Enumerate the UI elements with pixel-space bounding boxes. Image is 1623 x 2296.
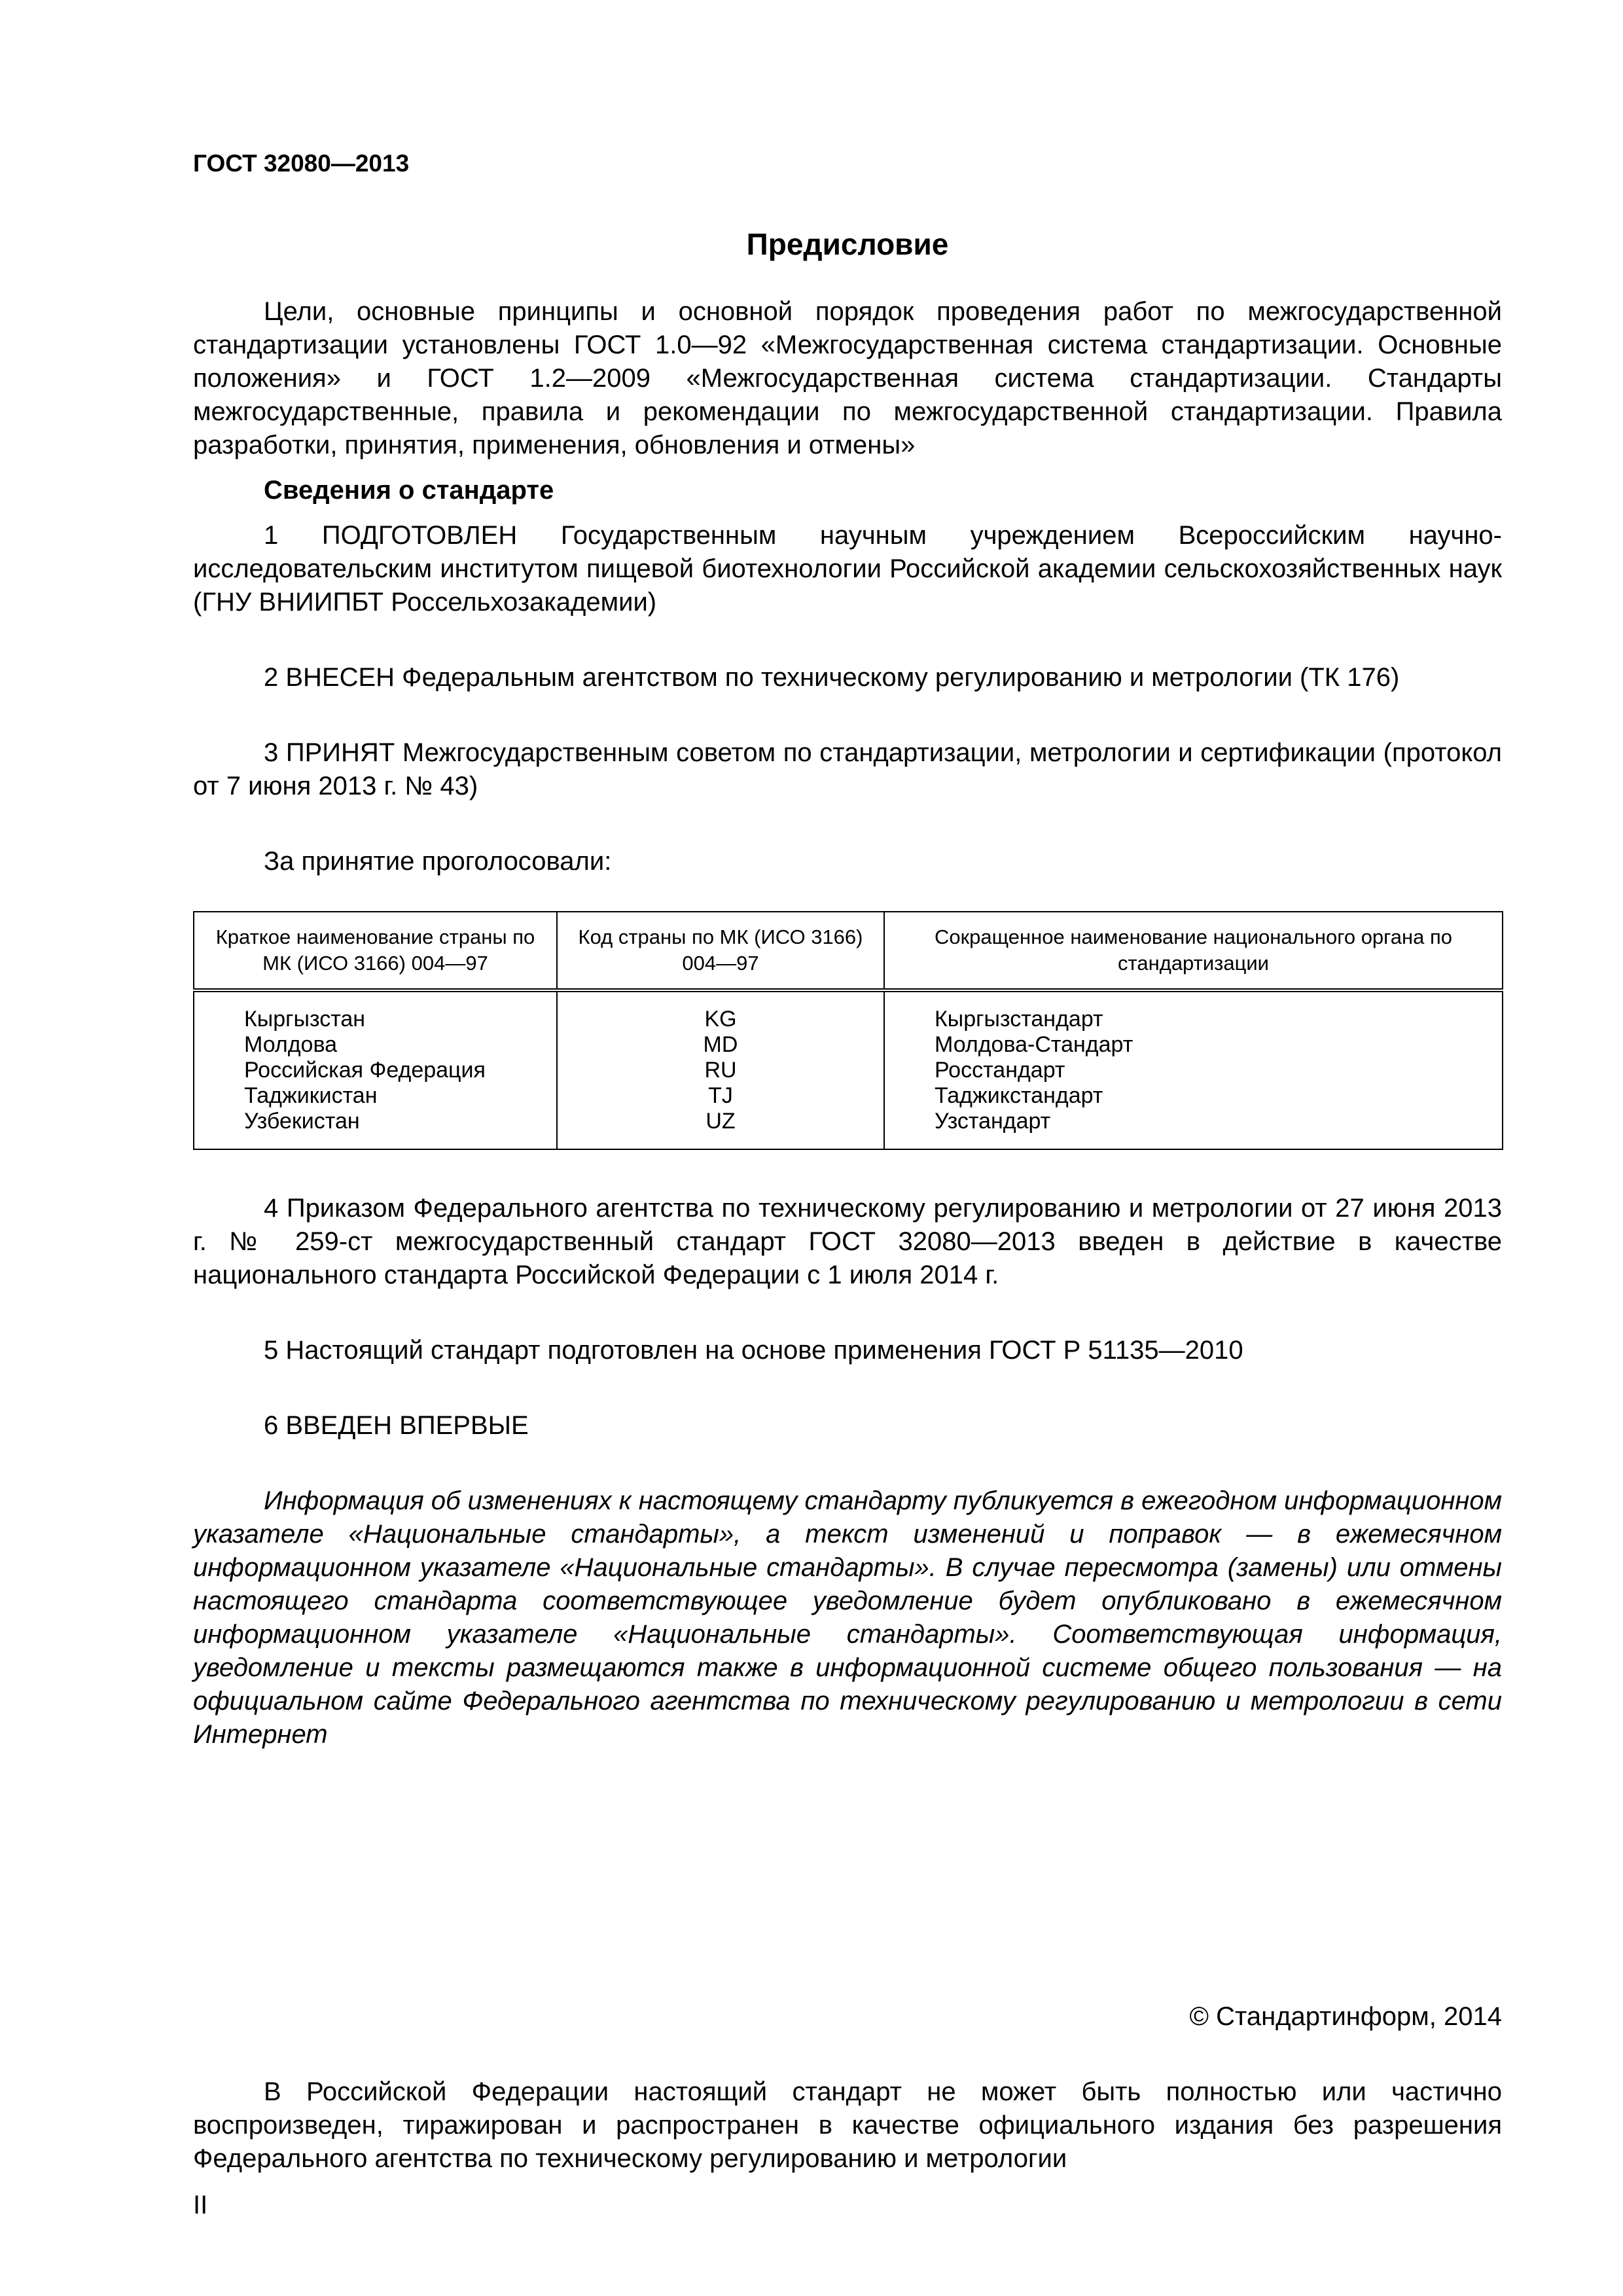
table-row xyxy=(194,1058,1503,1083)
item-4-order: 4 Приказом Федерального агентства по техническому регулированию и метрологии от 27 июня 2013 г. № 259-ст межгосударственный стандарт ГОСТ 32080—2013 введен в действие в качестве национального стандарта Российской Федерации с 1 июля 2014 г. xyxy=(193,1194,1502,1289)
table-row xyxy=(194,990,1503,1032)
table-header-row xyxy=(194,912,1503,990)
cell-country: Российская Федерация xyxy=(194,1058,557,1083)
cell-country: Кыргызстан xyxy=(194,990,557,1032)
table-row xyxy=(194,1083,1503,1109)
cell-code: MD xyxy=(557,1032,884,1058)
document-page xyxy=(193,147,1502,2222)
cell-code: UZ xyxy=(557,1109,884,1149)
page-title: Предисловие xyxy=(746,227,949,261)
cell-body: Кыргызстандарт xyxy=(884,990,1503,1032)
item-1-prepared: 1 ПОДГОТОВЛЕН Государственным научным учреждением Всероссийским научно-исследовательским институтом пищевой биотехнологии Российской академии сельскохозяйственных наук (ГНУ ВНИИПБТ Россельхозакадемии) xyxy=(193,521,1502,617)
cell-body: Молдова-Стандарт xyxy=(884,1032,1503,1058)
reproduction-restriction: В Российской Федерации настоящий стандарт не может быть полностью или частично воспроизведен, тиражирован и распространен в качестве официального издания без разрешения Федерального агентства по техническому регулированию и метрологии xyxy=(193,2077,1502,2173)
item-3-adopted: 3 ПРИНЯТ Межгосударственным советом по стандартизации, метрологии и сертификации (протокол от 7 июня 2013 г. № 43) xyxy=(193,738,1502,800)
item-2-introduced: 2 ВНЕСЕН Федеральным агентством по техническому регулированию и метрологии (ТК 176) xyxy=(264,663,1400,692)
section-title: Сведения о стандарте xyxy=(264,476,554,505)
cell-code: RU xyxy=(557,1058,884,1083)
header-body: Сокращенное наименование национального органа по стандартизации xyxy=(884,912,1503,990)
cell-body: Росстандарт xyxy=(884,1058,1503,1083)
changes-notice: Информация об изменениях к настоящему стандарту публикуется в ежегодном информационном указателе «Национальные стандарты», а текст изменений и поправок — в ежемесячном информационном указателе «Национальные стандарты». В случае пересмотра (замены) или отмены настоящего стандарта соответствующее уведомление будет опубликовано в ежемесячном информационном указателе «Национальные стандарты». Соответствующая информация, уведомление и тексты размещаются также в информационной системе общего пользования — на официальном сайте Федерального агентства по техническому регулированию и метрологии в сети Интернет xyxy=(193,1486,1503,1749)
cell-country: Молдова xyxy=(194,1032,557,1058)
intro-paragraph: Цели, основные принципы и основной порядок проведения работ по межгосударственной стандартизации установлены ГОСТ 1.0—92 «Межгосударственная система стандартизации. Основные положения» и ГОСТ 1.2—2009 «Межгосударственная система стандартизации. Стандарты межгосударственные, правила и рекомендации по межгосударственной стандартизации. Правила разработки, принятия, применения, обновления и отмены» xyxy=(193,297,1502,459)
copyright-line: © Стандартинформ, 2014 xyxy=(1189,2002,1502,2031)
cell-country: Таджикистан xyxy=(194,1083,557,1109)
document-id: ГОСТ 32080—2013 xyxy=(193,150,410,177)
cell-body: Таджикстандарт xyxy=(884,1083,1503,1109)
header-code: Код страны по МК (ИСО 3166) 004—97 xyxy=(557,912,884,990)
cell-code: TJ xyxy=(557,1083,884,1109)
cell-body: Узстандарт xyxy=(884,1109,1503,1149)
item-5-basis: 5 Настоящий стандарт подготовлен на основе применения ГОСТ Р 51135—2010 xyxy=(264,1336,1243,1365)
cell-country: Узбекистан xyxy=(194,1109,557,1149)
votes-intro: За принятие проголосовали: xyxy=(264,847,612,876)
table-row xyxy=(194,1032,1503,1058)
header-country: Краткое наименование страны по МК (ИСО 3166) 004—97 xyxy=(194,912,557,990)
table-row xyxy=(194,1109,1503,1149)
item-6-first-introduced: 6 ВВЕДЕН ВПЕРВЫЕ xyxy=(264,1411,529,1440)
page-number: II xyxy=(193,2191,208,2219)
votes-table xyxy=(193,911,1503,1150)
cell-code: KG xyxy=(557,990,884,1032)
